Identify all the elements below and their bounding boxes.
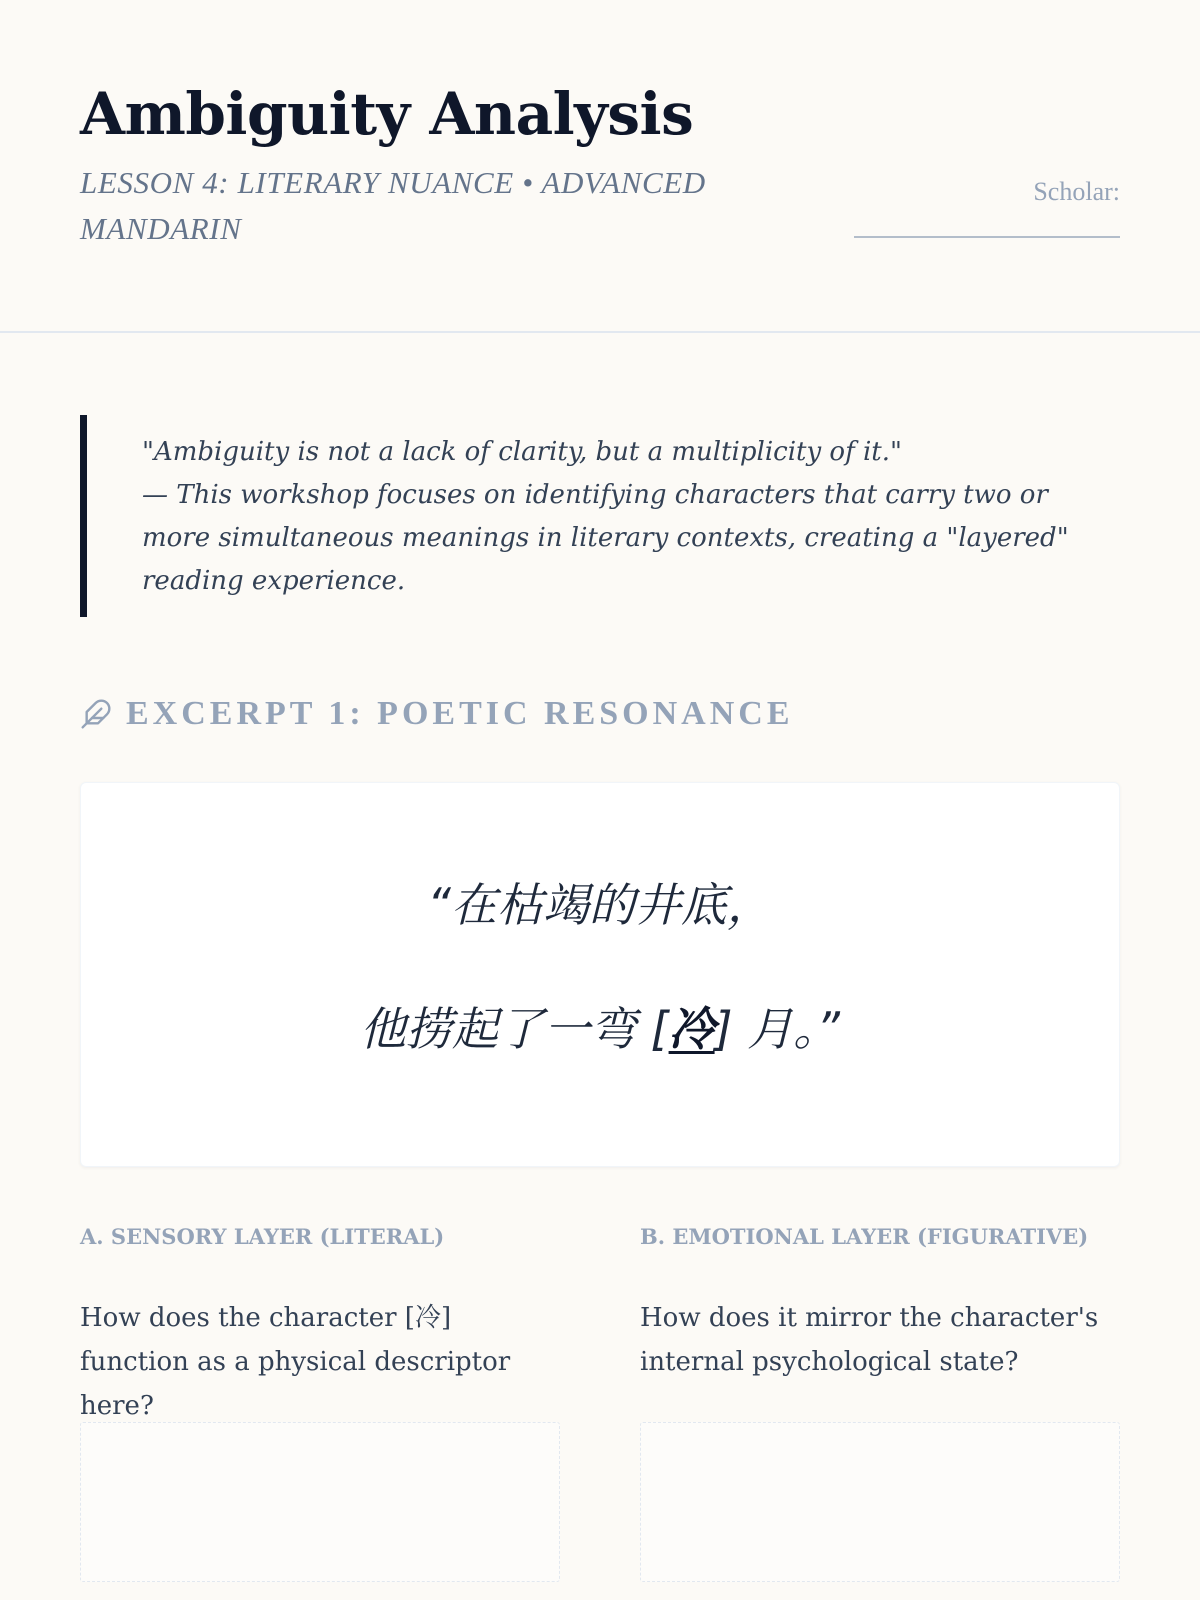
excerpt-line-2 [81, 999, 1119, 1059]
page-header [0, 0, 1200, 333]
quote-text [142, 431, 1120, 603]
excerpt-card [80, 782, 1120, 1167]
highlighted-character: 冷 [668, 1002, 715, 1056]
excerpt-line-2-end: ] 月。” [714, 1002, 840, 1056]
intro-quote [80, 415, 1120, 617]
answer-box-emotional[interactable] [640, 1422, 1120, 1582]
question-label: B. EMOTIONAL LAYER (FIGURATIVE) [640, 1224, 1089, 1249]
excerpt-line-2-start: 他捞起了一弯 [ [360, 1002, 669, 1056]
quote-description: — This workshop focuses on identifying characters that carry two or more simultaneous meanings in literary contexts, creating a "layered" reading experience. [142, 480, 1069, 596]
quote-line: "Ambiguity is not a lack of clarity, but a multiplicity of it." [142, 437, 902, 467]
question-prompt: How does it mirror the character's internal psychological state? [640, 1303, 1099, 1377]
question-label: A. SENSORY LAYER (LITERAL) [80, 1224, 445, 1249]
feather-icon [80, 698, 112, 730]
lesson-subtitle: LESSON 4: LITERARY NUANCE • ADVANCED MANDARIN [80, 165, 706, 246]
scholar-label: Scholar: [1033, 177, 1120, 206]
scholar-name-line[interactable] [854, 236, 1120, 238]
excerpt-section-heading [80, 695, 794, 733]
page-title: Ambiguity Analysis [80, 80, 694, 148]
question-sensory [80, 1222, 560, 1428]
section-title: EXCERPT 1: POETIC RESONANCE [126, 695, 794, 732]
answer-box-sensory[interactable] [80, 1422, 560, 1582]
question-emotional [640, 1222, 1120, 1384]
excerpt-line-1: “在枯竭的井底， [427, 878, 773, 932]
scholar-field[interactable] [854, 174, 1120, 238]
question-prompt: How does the character [冷] function as a physical descriptor here? [80, 1303, 511, 1421]
